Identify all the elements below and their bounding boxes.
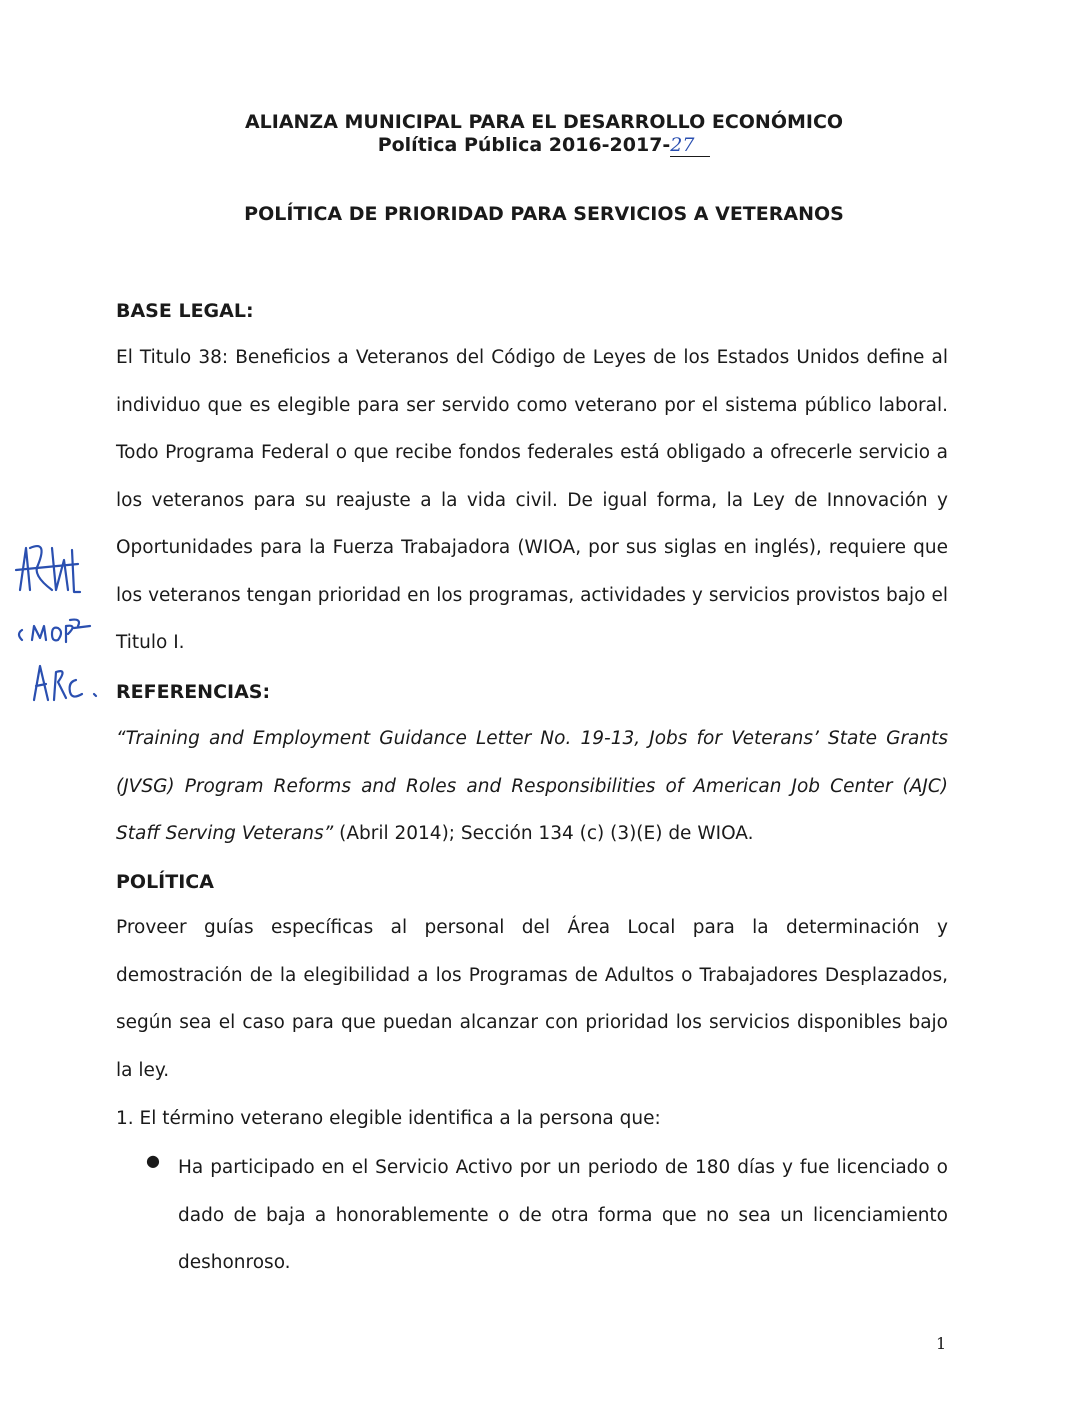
policy-title: POLÍTICA DE PRIORIDAD PARA SERVICIOS A VETERANOS bbox=[244, 203, 844, 225]
policy-number-prefix: Política Pública 2016-2017- bbox=[377, 134, 671, 156]
organization-title: ALIANZA MUNICIPAL PARA EL DESARROLLO ECONÓMICO bbox=[244, 111, 844, 133]
politica-paragraph: Proveer guías específicas al personal del Área Local para la determinación y demostración de la elegibilidad a los Programas de Adultos o Trabajadores Desplazados, según sea el caso para que puedan alcanzar con prioridad los servicios disponibles bajo la ley. bbox=[116, 917, 948, 1081]
referencias-paragraph bbox=[116, 715, 948, 858]
reference-title: “Training and Employment Guidance Letter No. 19-13, Jobs for Veterans’ State Grants (JVSG) Program Reforms and Roles and Responsibilities of American Job Center (AJC) Staff Serving Veterans” bbox=[116, 728, 948, 844]
handwritten-policy-number: 27 bbox=[670, 134, 710, 157]
policy-number-line bbox=[0, 134, 1088, 157]
referencias-heading: REFERENCIAS: bbox=[116, 681, 271, 703]
base-legal-heading: BASE LEGAL: bbox=[116, 300, 254, 322]
list-intro: 1. El término veterano elegible identifica a la persona que: bbox=[116, 1108, 661, 1129]
bullet-icon: ● bbox=[146, 1151, 160, 1170]
reference-detail: (Abril 2014); Sección 134 (c) (3)(E) de WIOA. bbox=[333, 823, 754, 844]
politica-heading: POLÍTICA bbox=[116, 871, 214, 893]
handwritten-initials-annotation bbox=[8, 530, 108, 730]
list-item: Ha participado en el Servicio Activo por un periodo de 180 días y fue licenciado o dado de baja a honorablemente o de otra forma que no sea un licenciamiento deshonroso. bbox=[178, 1157, 948, 1273]
base-legal-paragraph: El Titulo 38: Beneficios a Veteranos del Código de Leyes de los Estados Unidos define al individuo que es elegible para ser servido como veterano por el sistema público laboral. Todo Programa Federal o que recibe fondos federales está obligado a ofrecerle servicio a los veteranos para su reajuste a la vida civil. De igual forma, la Ley de Innovación y Oportunidades para la Fuerza Trabajadora (WIOA, por sus siglas en inglés), requiere que los veteranos tengan prioridad en los programas, actividades y servicios provistos bajo el Titulo I. bbox=[116, 347, 948, 653]
page-number: 1 bbox=[936, 1334, 947, 1353]
